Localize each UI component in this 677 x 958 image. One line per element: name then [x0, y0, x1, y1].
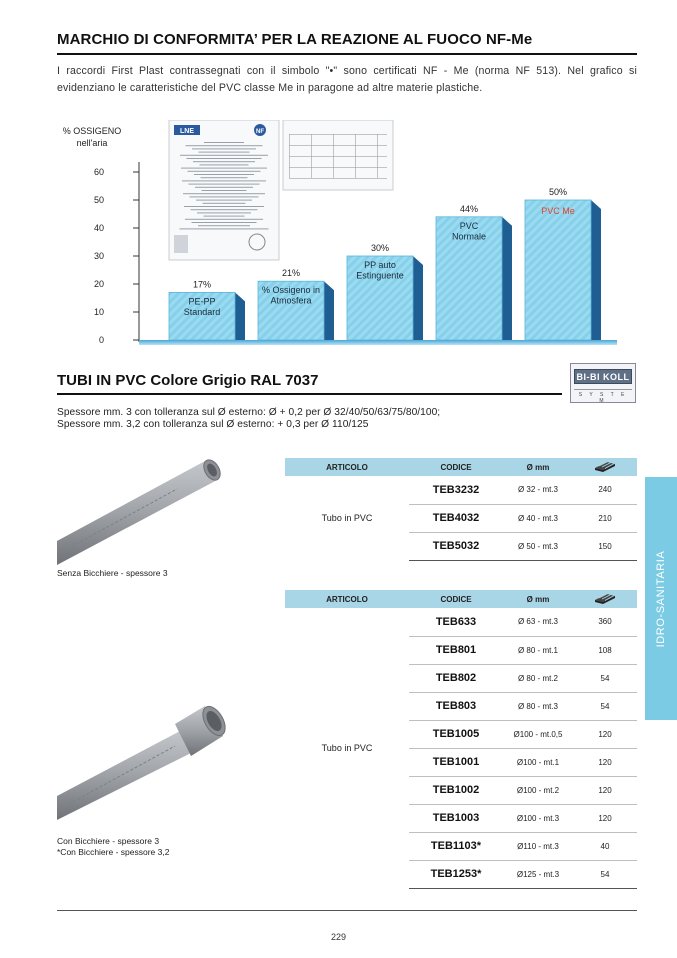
pallet-icon	[593, 460, 617, 472]
category-label: Normale	[451, 231, 487, 242]
caption-without-socket: Senza Bicchiere - spessore 3	[57, 568, 168, 578]
y-axis-label-line: nell'aria	[76, 138, 108, 148]
side-tab-label: IDRO-SANITARIA	[655, 550, 667, 647]
bar-side	[324, 281, 334, 340]
codice-cell: TEB5032	[409, 532, 503, 560]
header-mm: Ø mm	[503, 458, 573, 476]
quantity-cell: 54	[573, 860, 637, 888]
quantity-cell: 120	[573, 804, 637, 832]
bar-group	[525, 187, 601, 340]
y-axis-label-line: % OSSIGENO	[62, 126, 122, 136]
quantity-cell: 240	[573, 476, 637, 504]
category-label: Atmosfera	[270, 295, 312, 306]
codice-cell: TEB1005	[409, 720, 503, 748]
bar-group	[169, 279, 245, 340]
oxygen-bar-chart	[57, 120, 617, 352]
quantity-cell: 360	[573, 608, 637, 636]
y-tick-label: 30	[93, 251, 104, 261]
category-label: % Ossigeno in	[261, 285, 321, 296]
quantity-cell: 120	[573, 720, 637, 748]
pipe-without-socket-image	[57, 455, 227, 565]
bar-side	[235, 292, 245, 340]
bibikoll-logo	[570, 363, 636, 403]
diameter-cell: Ø100 - mt.0,5	[503, 720, 573, 748]
chart-base-strip	[139, 340, 617, 345]
codice-cell: TEB1001	[409, 748, 503, 776]
bar-group	[258, 268, 334, 340]
header-articolo: ARTICOLO	[285, 590, 409, 608]
y-tick-label: 0	[98, 335, 104, 345]
quantity-cell: 108	[573, 636, 637, 664]
header-articolo: ARTICOLO	[285, 458, 409, 476]
data-label: 30%	[370, 243, 390, 253]
category-label: PE-PP	[188, 296, 216, 307]
bar-side	[591, 200, 601, 340]
bar-side	[502, 217, 512, 340]
spec-line-1: Spessore mm. 3 con tolleranza sul Ø esterno: Ø + 0,2 per Ø 32/40/50/63/75/80/100;	[57, 407, 441, 418]
bar-side	[413, 256, 423, 340]
codice-cell: TEB1002	[409, 776, 503, 804]
diameter-cell: Ø 80 - mt.1	[503, 636, 573, 664]
codice-cell: TEB4032	[409, 504, 503, 532]
diameter-cell: Ø 63 - mt.3	[503, 608, 573, 636]
articolo-cell: Tubo in PVC	[321, 743, 373, 753]
quantity-cell: 120	[573, 776, 637, 804]
data-label: 21%	[281, 268, 301, 279]
diameter-cell: Ø100 - mt.2	[503, 776, 573, 804]
y-tick-label: 40	[93, 223, 104, 233]
header-pallet	[573, 458, 637, 476]
header-mm: Ø mm	[503, 590, 573, 608]
product-table-1	[285, 458, 637, 561]
y-tick-label: 10	[93, 307, 104, 317]
header-codice: CODICE	[409, 590, 503, 608]
codice-cell: TEB803	[409, 692, 503, 720]
codice-cell: TEB802	[409, 664, 503, 692]
section-title-fire-conformity: MARCHIO DI CONFORMITA’ PER LA REAZIONE AL FUOCO NF-Me	[57, 31, 637, 55]
diameter-cell: Ø 80 - mt.3	[503, 692, 573, 720]
y-axis-label	[63, 126, 122, 148]
pipe-with-socket-image	[57, 700, 227, 825]
diameter-cell: Ø110 - mt.3	[503, 832, 573, 860]
codice-cell: TEB633	[409, 608, 503, 636]
svg-text:LNE: LNE	[180, 128, 194, 135]
diameter-cell: Ø 50 - mt.3	[503, 532, 573, 560]
quantity-cell: 210	[573, 504, 637, 532]
quantity-cell: 120	[573, 748, 637, 776]
codice-cell: TEB1103*	[409, 832, 503, 860]
pallet-icon	[593, 592, 617, 604]
category-label: PVC Me	[541, 206, 575, 216]
table-row	[285, 608, 637, 636]
side-tab-idro-sanitaria	[645, 477, 677, 720]
y-ticks	[94, 167, 139, 345]
y-tick-label: 20	[93, 279, 104, 289]
diameter-cell: Ø100 - mt.1	[503, 748, 573, 776]
category-label: PVC	[459, 220, 479, 231]
codice-cell: TEB3232	[409, 476, 503, 504]
codice-cell: TEB1003	[409, 804, 503, 832]
footer-divider	[57, 910, 637, 911]
articolo-cell: Tubo in PVC	[321, 513, 373, 523]
table-row	[285, 476, 637, 504]
diameter-cell: Ø 40 - mt.3	[503, 504, 573, 532]
intro-paragraph: I raccordi First Plast contrassegnati con il simbolo "•" sono certificati NF - Me (norma NF 513). Nel grafico si evidenziano le caratteristiche del PVC classe Me in paragone ad altre materie plastiche.	[57, 65, 637, 94]
data-label: 44%	[459, 203, 479, 214]
header-codice: CODICE	[409, 458, 503, 476]
bar-group	[347, 243, 423, 340]
section-title-pvc-pipes: TUBI IN PVC Colore Grigio RAL 7037	[57, 372, 562, 395]
diameter-cell: Ø 80 - mt.2	[503, 664, 573, 692]
diameter-cell: Ø100 - mt.3	[503, 804, 573, 832]
data-label: 50%	[548, 187, 568, 197]
spec-line-2: Spessore mm. 3,2 con tolleranza sul Ø esterno: + 0,3 per Ø 110/125	[57, 419, 369, 430]
data-label: 17%	[192, 279, 212, 290]
quantity-cell: 54	[573, 664, 637, 692]
category-label: Standard	[183, 306, 221, 317]
bar-group	[436, 204, 512, 340]
product-table-2	[285, 590, 637, 889]
header-pallet	[573, 590, 637, 608]
caption-with-socket-1: Con Bicchiere - spessore 3	[57, 836, 160, 846]
codice-cell: TEB1253*	[409, 860, 503, 888]
codice-cell: TEB801	[409, 636, 503, 664]
certificate-table-image	[283, 120, 393, 190]
svg-text:NF: NF	[256, 129, 264, 135]
logo-sub-text: S Y S T E M	[574, 389, 632, 404]
page-number: 229	[330, 932, 347, 942]
y-tick-label: 60	[93, 167, 104, 177]
diameter-cell: Ø125 - mt.3	[503, 860, 573, 888]
caption-with-socket-2: *Con Bicchiere - spessore 3,2	[57, 847, 170, 857]
certificate-lne-image	[169, 120, 279, 260]
category-label: PP auto	[364, 260, 396, 270]
quantity-cell: 150	[573, 532, 637, 560]
diameter-cell: Ø 32 - mt.3	[503, 476, 573, 504]
bar	[525, 200, 591, 340]
logo-main-text: BI-BI KOLL	[574, 369, 632, 384]
y-tick-label: 50	[93, 195, 104, 205]
quantity-cell: 54	[573, 692, 637, 720]
category-label: Estinguente	[356, 270, 404, 281]
quantity-cell: 40	[573, 832, 637, 860]
